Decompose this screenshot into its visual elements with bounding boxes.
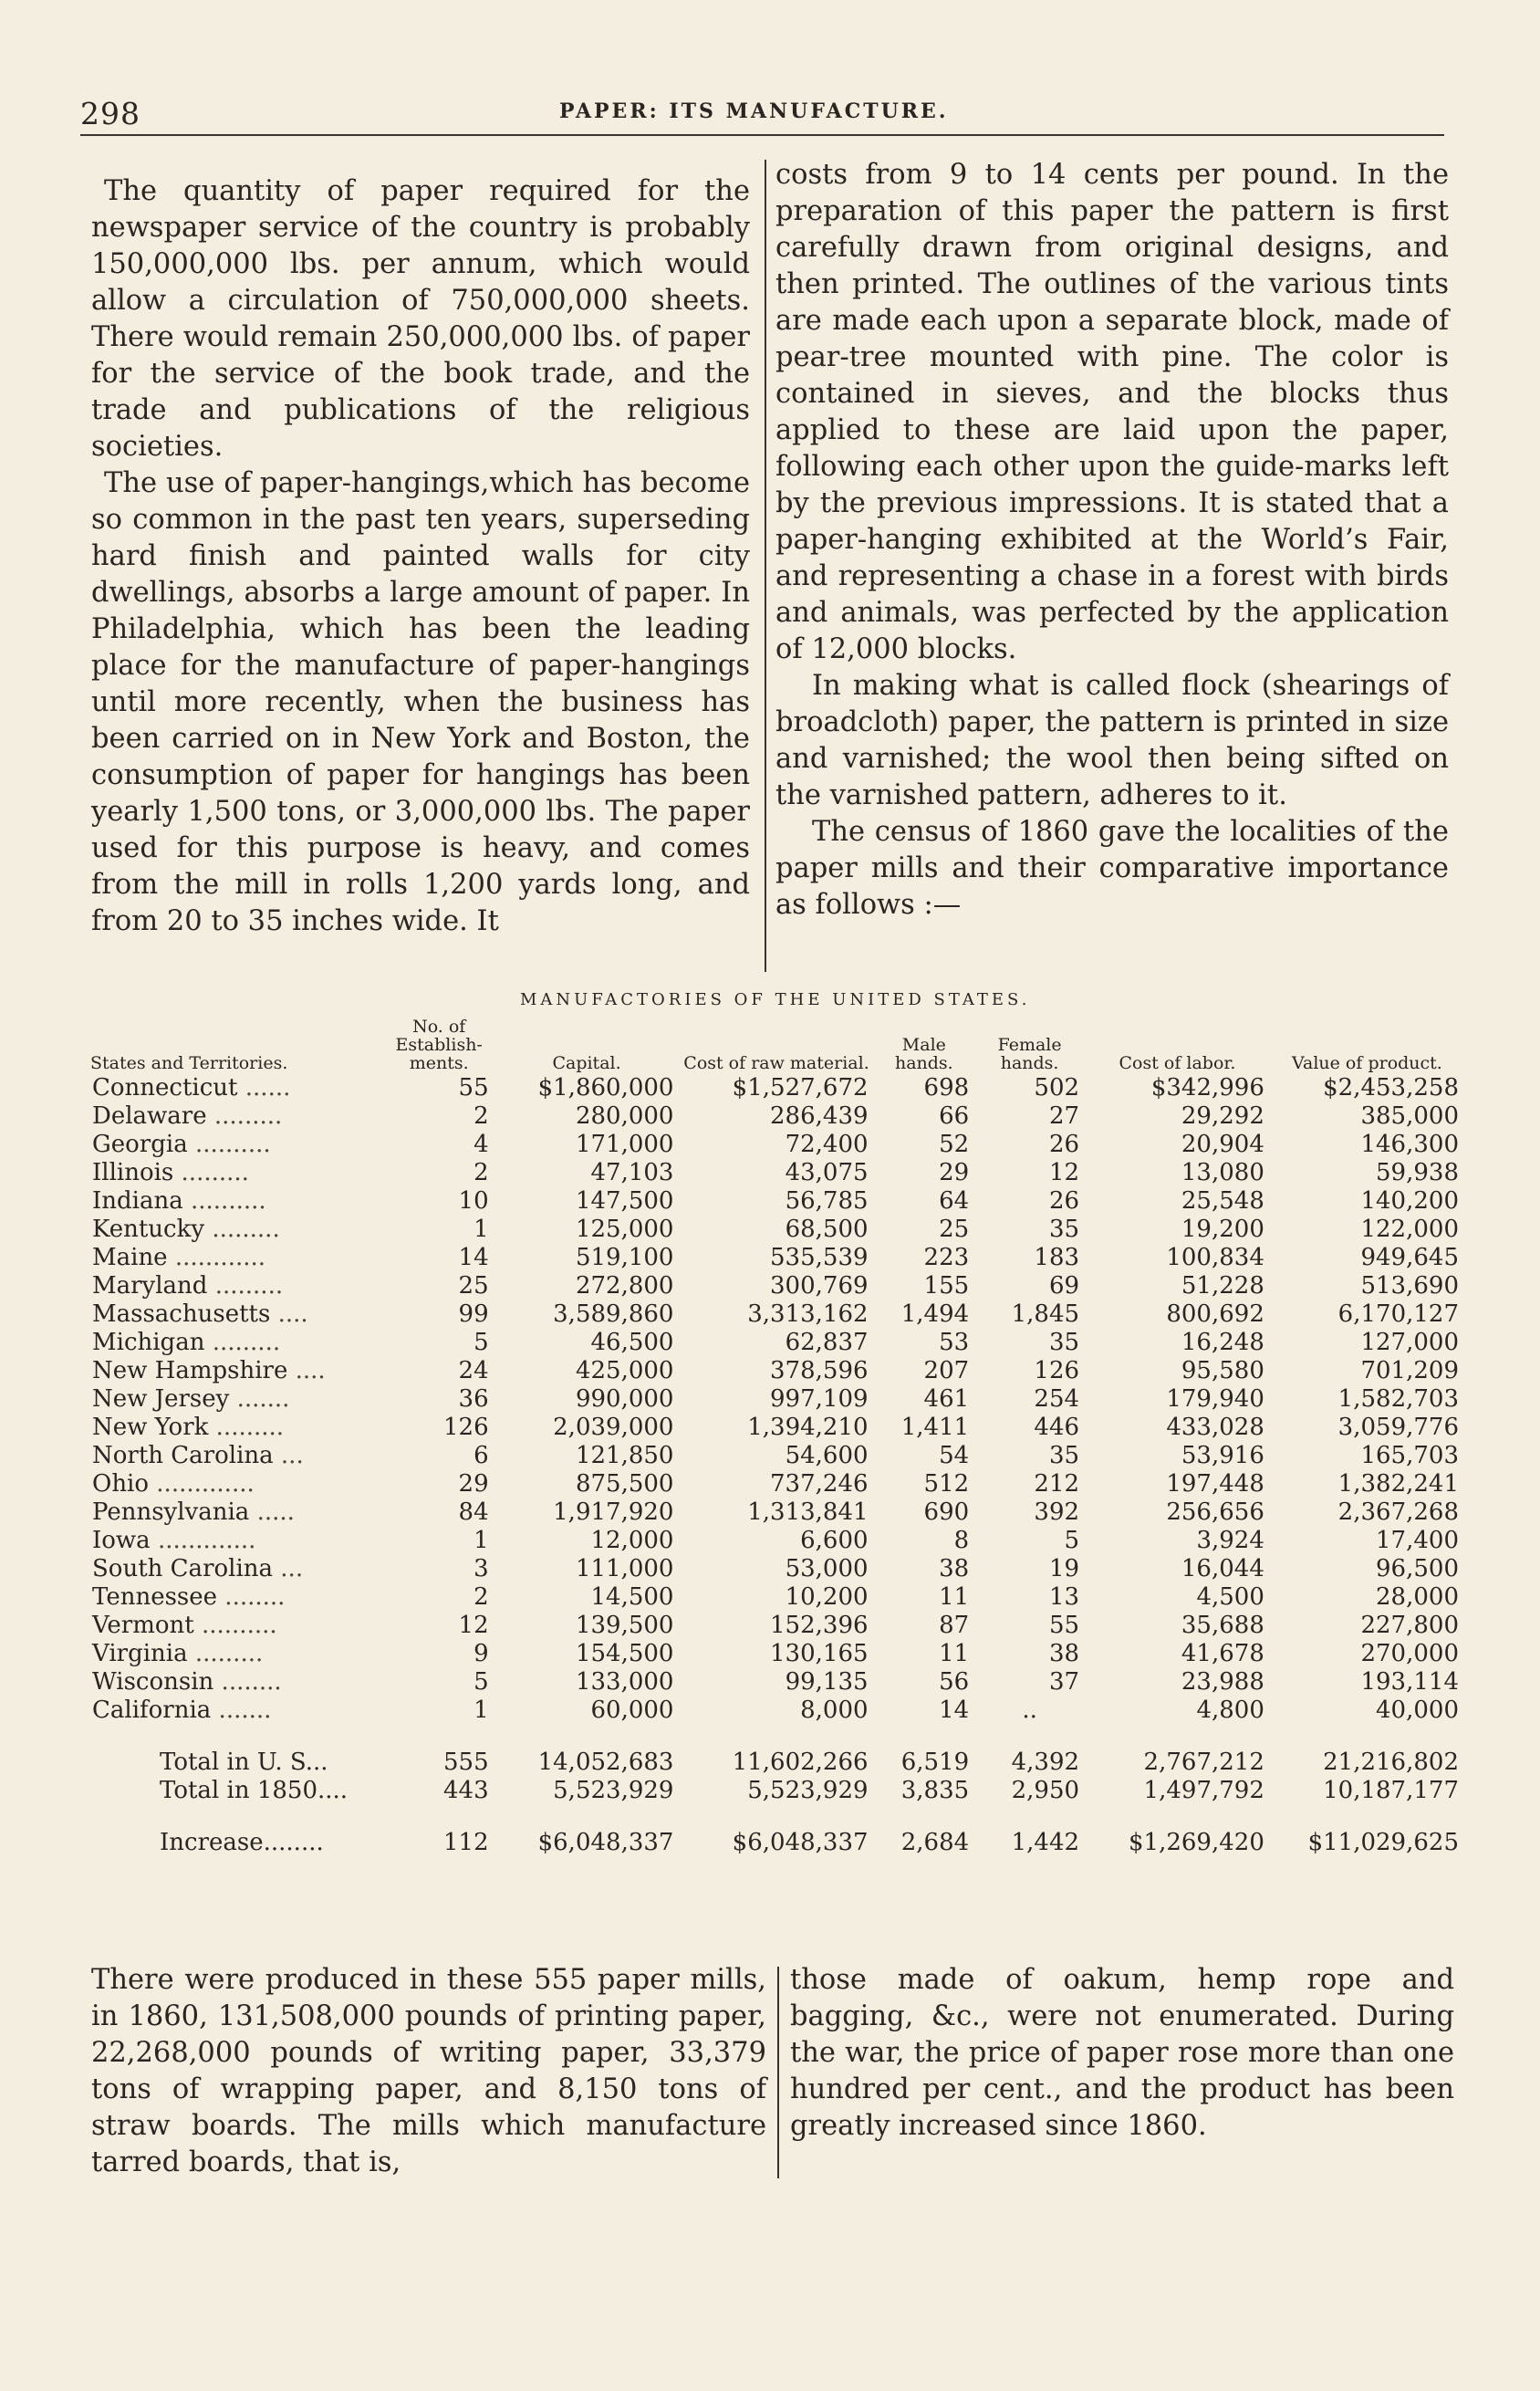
table-row (87, 1159, 1464, 1187)
value-cell: 5 (473, 1668, 489, 1696)
value-cell: 66 (939, 1102, 970, 1130)
table-row (87, 1300, 1464, 1329)
value-cell: 1,845 (1011, 1300, 1080, 1328)
leader-dots: ......... (206, 1102, 283, 1130)
page-header (80, 96, 1449, 132)
value-cell: 47,103 (590, 1159, 674, 1186)
table-row (87, 1442, 1464, 1470)
value-cell: 37 (1048, 1668, 1080, 1696)
value-cell: 10 (458, 1187, 489, 1215)
state-cell: Iowa ............. (92, 1527, 256, 1554)
spacer-row (87, 1725, 1464, 1749)
state-cell: Vermont .......... (92, 1612, 277, 1639)
value-cell: 154,500 (575, 1640, 674, 1667)
value-cell: 2,039,000 (553, 1414, 674, 1441)
bottom-left-column (91, 1962, 766, 2181)
value-cell: 140,200 (1360, 1187, 1459, 1215)
value-cell: 8,000 (800, 1697, 869, 1724)
value-cell: 3,313,162 (747, 1300, 869, 1328)
leader-dots: ....... (229, 1385, 290, 1413)
value-cell: 197,448 (1166, 1470, 1264, 1498)
value-cell: 26 (1048, 1131, 1080, 1158)
value-cell: 41,678 (1181, 1640, 1264, 1667)
paragraph: The use of paper-hangings,which has become so common in the past ten years, superseding hard finish and painted walls for city dwellings, absorbs a large amount of paper. In Philadelphia, which has been the leading place for the manufacture of paper-hangings until more recently, when the business has been carried on in New York and Boston, the consumption of paper for hangings has been yearly 1,500 tons, or 3,000,000 lbs. The paper used for this purpose is heavy, and comes from the mill in rolls 1,200 yards long, and from 20 to 35 inches wide. It (91, 467, 750, 937)
spacer-row (87, 1805, 1464, 1829)
value-cell: 127,000 (1360, 1329, 1459, 1356)
column-header: Capital. (552, 1053, 621, 1073)
value-cell: $11,029,625 (1307, 1829, 1459, 1856)
value-cell: 2,684 (900, 1829, 970, 1856)
value-cell: 10,187,177 (1323, 1777, 1459, 1804)
value-cell: 1,497,792 (1143, 1777, 1264, 1804)
value-cell: 84 (458, 1498, 489, 1526)
table-row (87, 1470, 1464, 1498)
value-cell: 53 (939, 1329, 970, 1356)
value-cell: 392 (1034, 1498, 1080, 1526)
value-cell: .. (1022, 1697, 1037, 1724)
bottom-right-column (790, 1962, 1454, 2145)
page-number: 298 (80, 96, 140, 131)
value-cell: 55 (1048, 1612, 1080, 1639)
value-cell: 990,000 (575, 1385, 674, 1413)
state-cell: South Carolina ... (92, 1555, 304, 1582)
table-row (87, 1555, 1464, 1583)
value-cell: $1,527,672 (732, 1074, 869, 1102)
table-row (87, 1527, 1464, 1555)
value-cell: 512 (923, 1470, 970, 1498)
value-cell: 126 (443, 1414, 489, 1441)
value-cell: 56 (939, 1668, 970, 1696)
value-cell: 256,656 (1166, 1498, 1264, 1526)
value-cell: 4,800 (1196, 1697, 1264, 1724)
value-cell: 555 (443, 1749, 489, 1776)
value-cell: 8 (953, 1527, 970, 1554)
value-cell: 6 (473, 1442, 489, 1469)
value-cell: 5 (473, 1329, 489, 1356)
paragraph: The quantity of paper required for the newspaper service of the country is probably 150,000,000 lbs. per annum, which would allow a circulation of 750,000,000 sheets. There would remain 250,000,000 lbs. of paper for the service of the book trade, and the trade and publications of the religious societies. (91, 175, 750, 463)
value-cell: 737,246 (770, 1470, 869, 1498)
leader-dots: ... (273, 1442, 304, 1469)
table-row (87, 1697, 1464, 1725)
value-cell: 5 (1064, 1527, 1080, 1554)
value-cell: $1,269,420 (1129, 1829, 1264, 1856)
value-cell: 701,209 (1360, 1357, 1459, 1384)
value-cell: 165,703 (1360, 1442, 1459, 1469)
value-cell: 6,170,127 (1337, 1300, 1459, 1328)
value-cell: 535,539 (770, 1244, 869, 1271)
value-cell: $6,048,337 (537, 1829, 674, 1856)
value-cell: 29 (939, 1159, 970, 1186)
leader-dots: ............. (150, 1527, 256, 1554)
value-cell: 519,100 (575, 1244, 674, 1271)
value-cell: 35 (1048, 1442, 1080, 1469)
value-cell: 26 (1048, 1187, 1080, 1215)
value-cell: 95,580 (1181, 1357, 1264, 1384)
table-row (87, 1668, 1464, 1697)
total-row (87, 1749, 1464, 1777)
state-cell: California ....... (92, 1697, 272, 1724)
value-cell: 40,000 (1376, 1697, 1459, 1724)
value-cell: 122,000 (1360, 1216, 1459, 1243)
value-cell: 54 (939, 1442, 970, 1469)
value-cell: 300,769 (770, 1272, 869, 1300)
table-row (87, 1385, 1464, 1414)
value-cell: 1,917,920 (553, 1498, 674, 1526)
value-cell: 133,000 (575, 1668, 674, 1696)
value-cell: 6,600 (800, 1527, 869, 1554)
value-cell: 35,688 (1181, 1612, 1264, 1639)
state-cell: Virginia ......... (92, 1640, 264, 1667)
column-header: Female hands. (997, 1035, 1062, 1073)
value-cell: 10,200 (785, 1583, 869, 1611)
value-cell: 69 (1048, 1272, 1080, 1300)
state-cell: Wisconsin ........ (92, 1668, 282, 1696)
value-cell: 53,916 (1181, 1442, 1264, 1469)
value-cell: 59,938 (1376, 1159, 1459, 1186)
value-cell: 4,392 (1011, 1749, 1080, 1776)
value-cell: 800,692 (1166, 1300, 1264, 1328)
value-cell: 152,396 (770, 1612, 869, 1639)
spacer-cell (87, 1725, 1464, 1749)
value-cell: 183 (1034, 1244, 1080, 1271)
value-cell: 38 (939, 1555, 970, 1582)
value-cell: 690 (923, 1498, 970, 1526)
value-cell: 12 (458, 1612, 489, 1639)
value-cell: 461 (923, 1385, 970, 1413)
table-row (87, 1216, 1464, 1244)
table-row (87, 1612, 1464, 1640)
leader-dots: ........ (213, 1668, 282, 1696)
value-cell: 96,500 (1376, 1555, 1459, 1582)
value-cell: 139,500 (575, 1612, 674, 1639)
value-cell: 147,500 (575, 1187, 674, 1215)
value-cell: 3 (473, 1555, 489, 1582)
column-rule (777, 1967, 779, 2178)
leader-dots: ......... (204, 1329, 281, 1356)
value-cell: 14,052,683 (537, 1749, 674, 1776)
value-cell: 23,988 (1181, 1668, 1264, 1696)
state-cell: New Hampshire .... (92, 1357, 326, 1384)
value-cell: 35 (1048, 1329, 1080, 1356)
value-cell: 72,400 (785, 1131, 869, 1158)
paragraph: costs from 9 to 14 cents per pound. In the preparation of this paper the pattern is first carefully drawn from original designs, and then printed. The outlines of the various tints are made each upon a separate block, made of pear-tree mounted with pine. The color is contained in sieves, and the blocks thus applied to these are laid upon the paper, following each other upon the guide-marks left by the previous impressions. It is stated that a paper-hanging exhibited at the World’s Fair, and representing a chase in a forest with birds and animals, was perfected by the application of 12,000 blocks. (775, 159, 1449, 665)
value-cell: 29 (458, 1470, 489, 1498)
column-header: No. of Establish- ments. (395, 1017, 483, 1073)
value-cell: 207 (923, 1357, 970, 1384)
table-row (87, 1414, 1464, 1442)
value-cell: 146,300 (1360, 1131, 1459, 1158)
value-cell: 12 (1048, 1159, 1080, 1186)
value-cell: 1,494 (900, 1300, 970, 1328)
table-title: MANUFACTORIES OF THE UNITED STATES. (520, 990, 1031, 1009)
value-cell: 513,690 (1360, 1272, 1459, 1300)
value-cell: 425,000 (575, 1357, 674, 1384)
value-cell: 2,767,212 (1143, 1749, 1264, 1776)
value-cell: 38 (1048, 1640, 1080, 1667)
value-cell: 17,400 (1376, 1527, 1459, 1554)
state-cell: Pennsylvania ..... (92, 1498, 295, 1526)
value-cell: 52 (939, 1131, 970, 1158)
value-cell: 5,523,929 (747, 1777, 869, 1804)
value-cell: 254 (1034, 1385, 1080, 1413)
value-cell: 270,000 (1360, 1640, 1459, 1667)
value-cell: 2 (473, 1102, 489, 1130)
value-cell: 997,109 (770, 1385, 869, 1413)
value-cell: 35 (1048, 1216, 1080, 1243)
value-cell: 87 (939, 1612, 970, 1639)
value-cell: 11 (939, 1640, 970, 1667)
total-row (87, 1777, 1464, 1805)
top-right-column (775, 157, 1449, 924)
state-cell: New York ......... (92, 1414, 285, 1441)
value-cell: 99 (458, 1300, 489, 1328)
value-cell: 56,785 (785, 1187, 869, 1215)
value-cell: 99,135 (785, 1668, 869, 1696)
value-cell: 1,313,841 (747, 1498, 869, 1526)
leader-dots: .... (287, 1357, 326, 1384)
value-cell: 126 (1034, 1357, 1080, 1384)
value-cell: 155 (923, 1272, 970, 1300)
value-cell: 14,500 (590, 1583, 674, 1611)
leader-dots: ......... (207, 1272, 284, 1300)
value-cell: 2 (473, 1159, 489, 1186)
table-row (87, 1272, 1464, 1300)
value-cell: 1,411 (900, 1414, 970, 1441)
value-cell: 36 (458, 1385, 489, 1413)
value-cell: 2,367,268 (1337, 1498, 1459, 1526)
value-cell: 21,216,802 (1323, 1749, 1459, 1776)
value-cell: 130,165 (770, 1640, 869, 1667)
value-cell: 53,000 (785, 1555, 869, 1582)
value-cell: $2,453,258 (1323, 1074, 1459, 1102)
leader-dots: ......... (187, 1640, 264, 1667)
value-cell: 3,835 (900, 1777, 970, 1804)
value-cell: 62,837 (785, 1329, 869, 1356)
value-cell: 14 (458, 1244, 489, 1271)
state-cell: Increase........ (160, 1829, 324, 1856)
value-cell: 1 (473, 1527, 489, 1554)
table-row (87, 1131, 1464, 1159)
value-cell: 3,059,776 (1337, 1414, 1459, 1441)
value-cell: 64 (939, 1187, 970, 1215)
state-cell: Maine ............ (92, 1244, 266, 1271)
table-row (87, 1357, 1464, 1385)
value-cell: 502 (1034, 1074, 1080, 1102)
state-cell: Ohio ............. (92, 1470, 255, 1498)
value-cell: 223 (923, 1244, 970, 1271)
state-cell: Massachusetts .... (92, 1300, 308, 1328)
column-header: Male hands. (894, 1035, 953, 1073)
column-header: Value of product. (1292, 1053, 1442, 1073)
state-cell: Michigan ......... (92, 1329, 281, 1356)
value-cell: 378,596 (770, 1357, 869, 1384)
leader-dots: ......... (173, 1159, 249, 1186)
state-cell: Total in U. S... (160, 1749, 328, 1776)
value-cell: 5,523,929 (553, 1777, 674, 1804)
leader-dots: ... (273, 1555, 304, 1582)
state-cell: Tennessee ........ (92, 1583, 286, 1611)
value-cell: 16,044 (1181, 1555, 1264, 1582)
value-cell: 1,394,210 (747, 1414, 869, 1441)
value-cell: 4,500 (1196, 1583, 1264, 1611)
leader-dots: .... (270, 1300, 308, 1328)
paragraph: In making what is called flock (shearings of broadcloth) paper, the pattern is printed in size and varnished; the wool then being sifted on the varnished pattern, adheres to it. (775, 670, 1449, 811)
table-row (87, 1187, 1464, 1216)
state-cell: Illinois ......... (92, 1159, 249, 1186)
value-cell: 179,940 (1166, 1385, 1264, 1413)
value-cell: 51,228 (1181, 1272, 1264, 1300)
header-rule (80, 134, 1444, 136)
value-cell: 212 (1034, 1470, 1080, 1498)
value-cell: 121,850 (575, 1442, 674, 1469)
value-cell: 46,500 (590, 1329, 674, 1356)
value-cell: 1,582,703 (1337, 1385, 1459, 1413)
value-cell: 55 (458, 1074, 489, 1102)
value-cell: 14 (939, 1697, 970, 1724)
table-row (87, 1583, 1464, 1612)
state-cell: Total in 1850.... (160, 1777, 349, 1804)
paragraph: The census of 1860 gave the localities of the paper mills and their comparative importance as follows :— (775, 816, 1449, 921)
value-cell: 227,800 (1360, 1612, 1459, 1639)
leader-dots: ...... (237, 1074, 291, 1102)
value-cell: 2,950 (1011, 1777, 1080, 1804)
value-cell: 25 (458, 1272, 489, 1300)
value-cell: $6,048,337 (732, 1829, 869, 1856)
leader-dots: ....... (211, 1697, 272, 1724)
value-cell: 28,000 (1376, 1583, 1459, 1611)
value-cell: 433,028 (1166, 1414, 1264, 1441)
value-cell: 100,834 (1166, 1244, 1264, 1271)
value-cell: 385,000 (1360, 1102, 1459, 1130)
paragraph: There were produced in these 555 paper mills, in 1860, 131,508,000 pounds of printing paper, 22,268,000 pounds of writing paper, 33,379 tons of wrapping paper, and 8,150 tons of straw boards. The mills which manufacture tarred boards, that is, (91, 1964, 766, 2178)
value-cell: 16,248 (1181, 1329, 1264, 1356)
value-cell: $342,996 (1150, 1074, 1264, 1102)
table-row (87, 1074, 1464, 1102)
value-cell: 193,114 (1360, 1668, 1459, 1696)
value-cell: 1,442 (1011, 1829, 1080, 1856)
value-cell: 24 (458, 1357, 489, 1384)
value-cell: 272,800 (575, 1272, 674, 1300)
value-cell: 1 (473, 1697, 489, 1724)
value-cell: 4 (473, 1131, 489, 1158)
value-cell: 443 (443, 1777, 489, 1804)
leader-dots: ............. (149, 1470, 255, 1498)
state-cell: Connecticut ...... (92, 1074, 291, 1102)
leader-dots: ............ (167, 1244, 266, 1271)
value-cell: 280,000 (575, 1102, 674, 1130)
value-cell: 125,000 (575, 1216, 674, 1243)
value-cell: 1 (473, 1216, 489, 1243)
value-cell: 3,924 (1196, 1527, 1264, 1554)
value-cell: 12,000 (590, 1527, 674, 1554)
running-head: PAPER: ITS MANUFACTURE. (559, 99, 949, 123)
value-cell: 19 (1048, 1555, 1080, 1582)
state-cell: Maryland ......... (92, 1272, 284, 1300)
value-cell: 171,000 (575, 1131, 674, 1158)
value-cell: 20,904 (1181, 1131, 1264, 1158)
state-cell: New Jersey ....... (92, 1385, 290, 1413)
value-cell: 949,645 (1360, 1244, 1459, 1271)
state-cell: Georgia .......... (92, 1131, 271, 1158)
column-rule (765, 160, 766, 972)
value-cell: 446 (1034, 1414, 1080, 1441)
increase-row (87, 1829, 1464, 1857)
value-cell: 13 (1048, 1583, 1080, 1611)
value-cell: 43,075 (785, 1159, 869, 1186)
value-cell: 11,602,266 (732, 1749, 869, 1776)
state-cell: Delaware ......... (92, 1102, 283, 1130)
column-header: Cost of labor. (1119, 1053, 1236, 1073)
table-row (87, 1244, 1464, 1272)
value-cell: 111,000 (575, 1555, 674, 1582)
paragraph: those made of oakum, hemp rope and bagging, &c., were not enumerated. During the war, the price of paper rose more than one hundred per cent., and the product has been greatly increased since 1860. (790, 1964, 1454, 2142)
value-cell: 286,439 (770, 1102, 869, 1130)
value-cell: 875,500 (575, 1470, 674, 1498)
value-cell: 1,382,241 (1337, 1470, 1459, 1498)
leader-dots: .......... (193, 1612, 277, 1639)
value-cell: 60,000 (590, 1697, 674, 1724)
spacer-cell (87, 1805, 1464, 1829)
value-cell: 3,589,860 (553, 1300, 674, 1328)
value-cell: 6,519 (900, 1749, 970, 1776)
table-row (87, 1640, 1464, 1668)
leader-dots: ..... (249, 1498, 295, 1526)
value-cell: 112 (443, 1829, 489, 1856)
value-cell: 698 (923, 1074, 970, 1102)
column-header: States and Territories. (90, 1053, 288, 1073)
value-cell: $1,860,000 (537, 1074, 674, 1102)
value-cell: 25 (939, 1216, 970, 1243)
table-row (87, 1329, 1464, 1357)
leader-dots: .......... (187, 1131, 271, 1158)
value-cell: 2 (473, 1583, 489, 1611)
table-header-row (87, 1018, 1464, 1074)
value-cell: 25,548 (1181, 1187, 1264, 1215)
leader-dots: ......... (204, 1216, 280, 1243)
state-cell: Kentucky ......... (92, 1216, 280, 1243)
state-cell: North Carolina ... (92, 1442, 304, 1469)
value-cell: 11 (939, 1583, 970, 1611)
top-left-column (91, 173, 750, 940)
column-header: Cost of raw material. (683, 1053, 869, 1073)
leader-dots: ........ (217, 1583, 286, 1611)
value-cell: 68,500 (785, 1216, 869, 1243)
manufactories-table (87, 1018, 1464, 1857)
state-cell: Indiana .......... (92, 1187, 266, 1215)
value-cell: 19,200 (1181, 1216, 1264, 1243)
leader-dots: .......... (182, 1187, 266, 1215)
value-cell: 54,600 (785, 1442, 869, 1469)
value-cell: 29,292 (1181, 1102, 1264, 1130)
table-row (87, 1498, 1464, 1527)
table-row (87, 1102, 1464, 1131)
value-cell: 13,080 (1181, 1159, 1264, 1186)
leader-dots: ......... (208, 1414, 285, 1441)
value-cell: 9 (473, 1640, 489, 1667)
value-cell: 27 (1048, 1102, 1080, 1130)
